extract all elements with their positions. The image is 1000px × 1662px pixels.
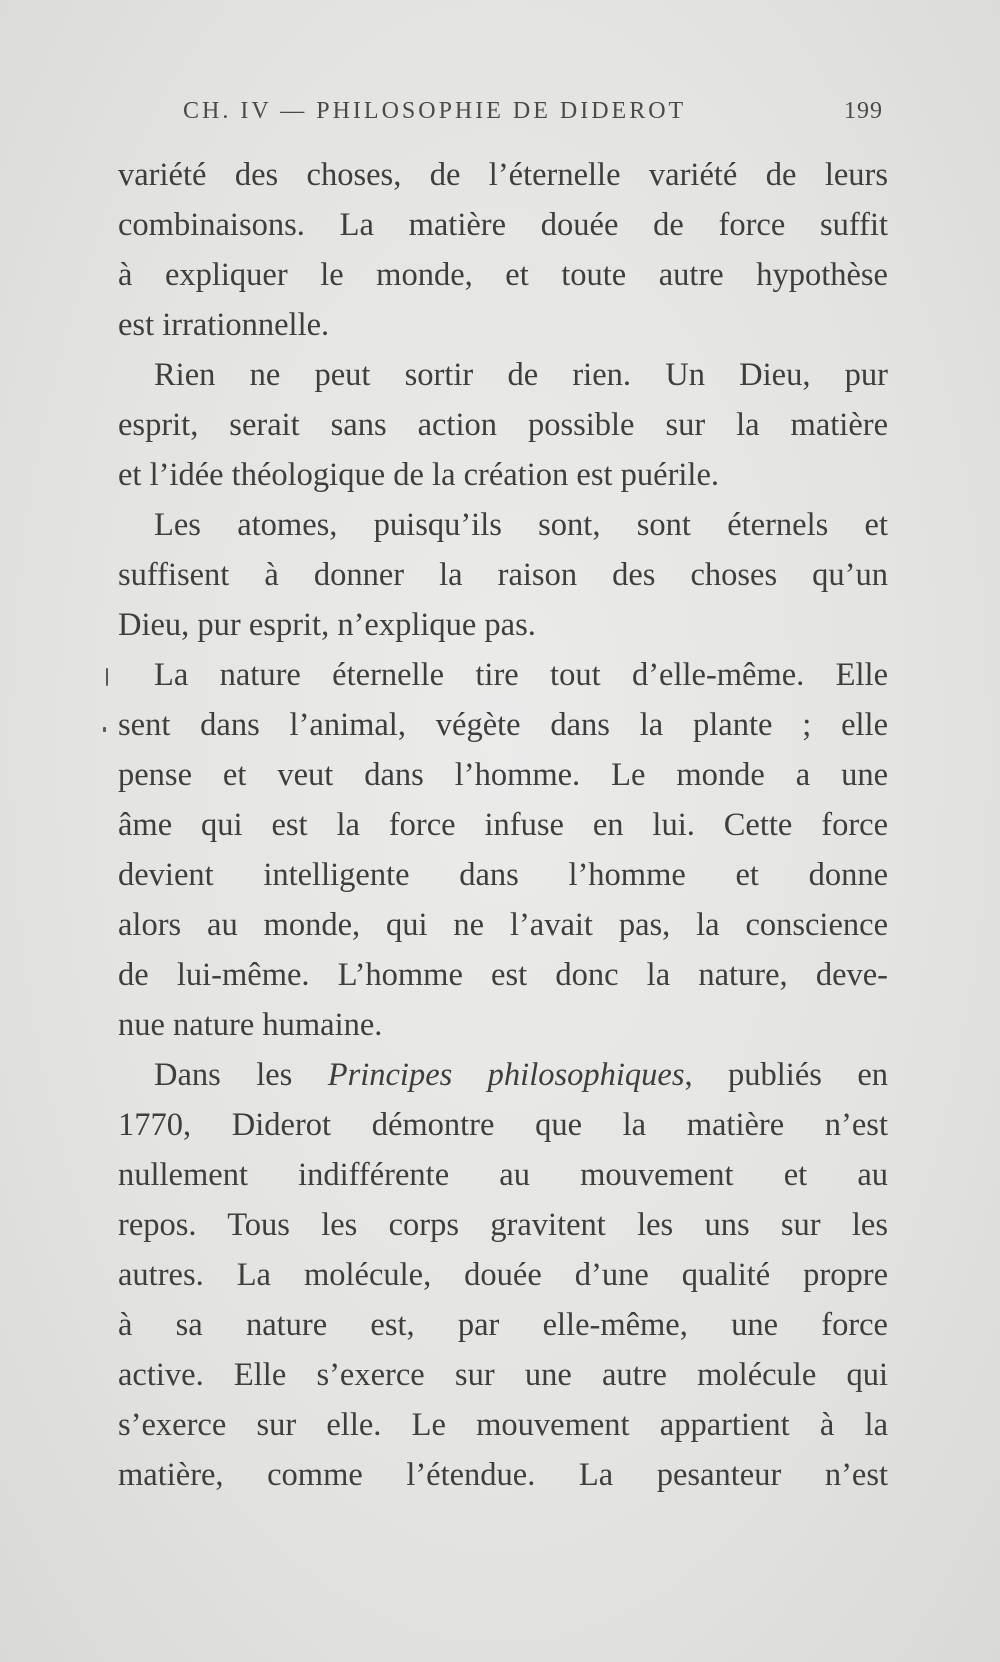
text-line: nue nature humaine. [118, 1007, 383, 1043]
margin-speck [106, 668, 108, 686]
text-line: alors au monde, qui ne l’avait pas, la conscience [118, 907, 888, 943]
text-run: Dans les [154, 1057, 328, 1093]
text-line: à sa nature est, par elle-même, une force [118, 1307, 888, 1343]
running-header [183, 98, 883, 130]
text-line: La nature éternelle tire tout d’elle-même. Elle [154, 657, 888, 693]
text-line: matière, comme l’étendue. La pesanteur n’est [118, 1457, 888, 1493]
text-line: Les atomes, puisqu’ils sont, sont éternels et [154, 507, 888, 543]
text-line: s’exerce sur elle. Le mouvement appartient à la [118, 1407, 888, 1443]
text-line: à expliquer le monde, et toute autre hypothèse [118, 257, 888, 293]
text-line: Rien ne peut sortir de rien. Un Dieu, pur [154, 357, 888, 393]
book-title: Principes philosophiques [327, 1057, 685, 1093]
text-line: combinaisons. La matière douée de force suffit [118, 207, 888, 243]
text-line: de lui-même. L’homme est donc la nature, deve- [118, 957, 888, 993]
text-line: active. Elle s’exerce sur une autre molécule qui [118, 1357, 888, 1393]
page-number: 199 [844, 98, 883, 124]
margin-speck [103, 727, 106, 732]
text-line: Dieu, pur esprit, n’explique pas. [118, 607, 536, 643]
text-line: devient intelligente dans l’homme et donne [118, 857, 888, 893]
text-line: âme qui est la force infuse en lui. Cette force [118, 807, 888, 843]
text-line: suffisent à donner la raison des choses qu’un [118, 557, 888, 593]
text-line: 1770, Diderot démontre que la matière n’est [118, 1107, 888, 1143]
text-line: autres. La molécule, douée d’une qualité propre [118, 1257, 888, 1293]
text-run: , publiés en [684, 1057, 888, 1093]
text-line [118, 1050, 888, 1100]
text-line: et l’idée théologique de la création est puérile. [118, 457, 719, 493]
body-text [118, 150, 888, 1500]
text-line: esprit, serait sans action possible sur la matière [118, 407, 888, 443]
text-line: est irrationnelle. [118, 307, 330, 343]
running-title: CH. IV — PHILOSOPHIE DE DIDEROT [183, 98, 687, 124]
text-line: sent dans l’animal, végète dans la plante ; elle [118, 707, 888, 743]
text-line: repos. Tous les corps gravitent les uns sur les [118, 1207, 888, 1243]
text-line: variété des choses, de l’éternelle variété de leurs [118, 157, 888, 193]
text-line: nullement indifférente au mouvement et au [118, 1157, 888, 1193]
text-line: pense et veut dans l’homme. Le monde a une [118, 757, 888, 793]
